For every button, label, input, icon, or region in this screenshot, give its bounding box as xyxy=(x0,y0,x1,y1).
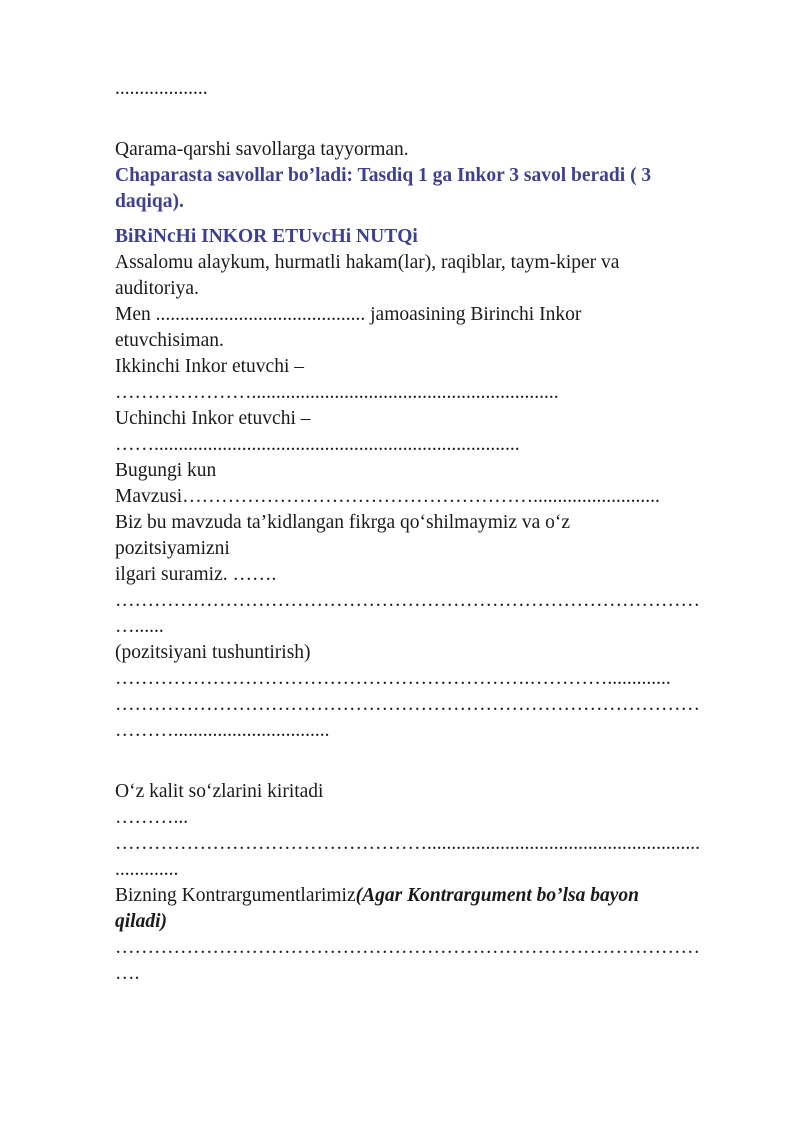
section-heading: BiRiNcHi INKOR ETUvcHi NUTQi xyxy=(115,226,418,247)
top-dots: ................... xyxy=(115,78,208,99)
today-line: Bugungi kun xyxy=(115,460,217,481)
speaker-line-2: etuvchisiman. xyxy=(115,330,224,351)
keywords-fill-2: …………………………………………........................................................ xyxy=(115,833,700,854)
counter-argument-note-2: qiladi) xyxy=(115,911,167,932)
spacer xyxy=(115,215,740,224)
position-line-1: Biz bu mavzuda ta’kidlangan fikrga qo‘shilmaymiz va o‘z xyxy=(115,512,571,533)
spacer xyxy=(115,128,740,137)
explain-fill-2: ……………………………………………………………………………… xyxy=(115,694,700,715)
ready-line: Qarama-qarshi savollarga tayyorman. xyxy=(115,139,409,160)
document-body xyxy=(115,76,740,987)
explain-label: (pozitsiyani tushuntirish) xyxy=(115,642,311,663)
position-line-2: pozitsiyamizni xyxy=(115,538,230,559)
explain-fill-3: ………................................ xyxy=(115,720,330,741)
second-speaker-label: Ikkinchi Inkor etuvchi – xyxy=(115,356,304,377)
position-line-3: ilgari suramiz. ……. xyxy=(115,564,277,585)
cross-question-line-2: daqiqa). xyxy=(115,191,184,212)
position-fill-2: …...... xyxy=(115,616,164,637)
speaker-line-1: Men ........................................... jamoasining Birinchi Inkor xyxy=(115,304,582,325)
keywords-label: O‘z kalit so‘zlarini kiritadi xyxy=(115,781,324,802)
position-fill-1: ……………………………………………………………………………… xyxy=(115,590,700,611)
counter-fill-1: ……………………………………………………………………………… xyxy=(115,937,700,958)
greeting-line-2: auditoriya. xyxy=(115,278,199,299)
counter-argument-line-1 xyxy=(115,883,740,909)
keywords-fill-1: ………... xyxy=(115,807,189,828)
explain-fill-1: ……………………………………………………….…………............. xyxy=(115,668,671,689)
spacer xyxy=(115,770,740,779)
keywords-fill-3: ............. xyxy=(115,859,179,880)
greeting-line-1: Assalomu alaykum, hurmatli hakam(lar), raqiblar, taym-kiper va xyxy=(115,252,620,273)
counter-fill-2: …. xyxy=(115,963,140,984)
counter-argument-label: Bizning Kontrargumentlarimiz xyxy=(115,885,356,906)
blank-line xyxy=(115,744,740,770)
third-speaker-fill: ……........................................................................... xyxy=(115,434,520,455)
third-speaker-label: Uchinchi Inkor etuvchi – xyxy=(115,408,311,429)
counter-argument-note: (Agar Kontrargument bo’lsa bayon xyxy=(355,885,639,906)
cross-question-line-1: Chaparasta savollar bo’ladi: Tasdiq 1 ga Inkor 3 savol beradi ( 3 xyxy=(115,165,652,186)
second-speaker-fill: …………………............................................................... xyxy=(115,382,559,403)
blank-line xyxy=(115,102,740,128)
topic-line: Mavzusi……………………………………………….......................... xyxy=(115,486,660,507)
